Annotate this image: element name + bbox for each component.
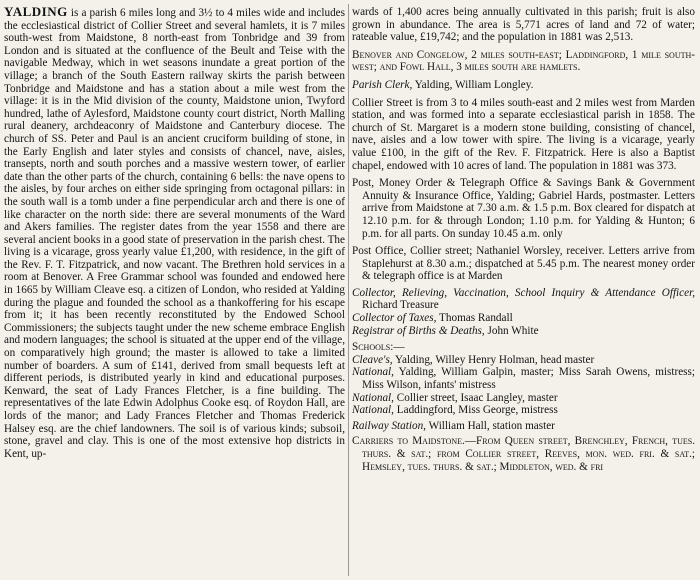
official-entry [352,287,695,312]
parish-clerk-text: Yalding, William Longley. [414,78,534,91]
railway-text: William Hall, station master [428,419,555,432]
school-name: National, [352,391,394,404]
parish-clerk [352,79,695,92]
railway-station [352,420,695,433]
hamlets-paragraph [352,49,695,74]
school-name: National, [352,366,394,379]
official-entry [352,325,695,338]
area-paragraph: wards of 1,400 acres being annually cultivated in this parish; fruit is also grown in abundance. The area is 5,771 acres of land and 72 of water; rateable value, £19,742; and the population in 1881 was 2,513. [352,6,695,44]
officials-list [352,287,695,337]
official-title: Collector, Relieving, Vaccination, School Inquiry & Attendance Officer, [352,286,695,299]
column-divider [348,4,349,576]
official-entry [352,312,695,325]
school-name: Cleave's, [352,353,393,366]
lead-word: YALDING [4,4,68,19]
official-title: Registrar of Births & Deaths, [352,324,485,337]
school-entry [352,392,695,405]
school-text: Yalding, Willey Henry Holman, head master [395,353,595,366]
post-office-collier: Post Office, Collier street; Nathaniel Worsley, receiver. Letters arrive from Staplehurst at 8.30 a.m.; dispatched at 5.45 p.m. The nearest money order & telegraph office is at Marden [352,245,695,283]
left-column [4,6,345,460]
school-name: National, [352,404,394,417]
schools-heading: Schools:— [352,341,405,354]
parish-clerk-label: Parish Clerk, [352,78,413,91]
school-text: Laddingford, Miss George, mistress [396,404,558,417]
railway-label: Railway Station, [352,419,426,432]
school-entry [352,354,695,367]
schools-section [352,341,695,417]
hamlets-text: Benover and Congelow, 2 miles south-east; Laddingford, 1 mile south-west; and Fowl Hall, 3 miles south are hamlets. [352,48,695,74]
official-name: Richard Treasure [362,299,439,312]
yalding-text: is a parish 6 miles long and 3½ to 4 miles wide and includes the ecclesiastical district of Collier Street and several hamlets, it is 7 miles south-west from Maidstone, 8 north-east from Tonbridge and 39 from London and is situated at the confluence of the Beult and Teise with the navigable Medway, which in wet seasons inundate a great portion of the village; a branch of the South Eastern railway skirts the parish between Tonbridge and Maidstone and has a station about a mile west from the village: it is in the Mid division of the county, Maidstone union, Twyford hundred, lathe of Aylesford, Maidstone county court district, North Malling rural deanery, archdeaconry of Maidstone and Canterbury diocese. The church of SS. Peter and Paul is an ancient cruciform building of stone, in the Early English and later styles and consists of chancel, nave, aisles, transepts, north and south porches and a massive western tower, of earlier date than the other parts of the church, containing 6 bells: the nave opens to the aisles, by four arches on either side springing from octagonal pillars: in the south wall is a tomb under a fine perpendicular arch and there is one of like character on the north side: there are several monuments of the Ward and Akers families. The register dates from the year 1558 and there are several ancient books in a good state of preservation in the parish chest. The living is a vicarage, gross yearly value £1,200, with residence, in the gift of the Rev. F. T. Fitzpatrick, and now vacant. The Brethren hold services in a room at Benover. A Free Grammar school was founded and endowed here in 1665 by William Cleave esq. a citizen of London, who resided at Yalding during the plague and founded the school as a thankoffering for his escape from it; it has been recently reconstituted by the Endowed School Commissioners; the subjects taught under the new scheme embrace English and modern languages; the school is situated at the upper end of the village, on comparatively high ground; the master is allowed to take a limited number of boarders. A sum of £141, derived from small bequests left at different periods, is distributed yearly in kind and educational purposes. Kenward, the seat of Lady Frances Fletcher, is a fine building. The representatives of the late Edwin Adolphus Cooke esq. of Roydon Hall, are lords of the manor; and Lady Frances Fletcher and Thomas Frederick Halsey esq. are the chief landowners. The soil is of various kinds; subsoil, stone, gravel and clay. This is one of the most extensive hop districts in Kent, up- [4,7,345,460]
post-office-yalding: Post, Money Order & Telegraph Office & Savings Bank & Government Annuity & Insurance Office, Yalding; Gabriel Hards, postmaster. Letters arrive from Maidstone at 7.30 a.m. & 1.5 p.m. Box cleared for dispatch at 12.10 p.m. for & through London; 1.10 p.m. for Yalding & Hunton; 6 p.m. for all parts. On sunday 10.45 a.m. only [352,177,695,240]
school-entry [352,404,695,417]
right-column [352,6,695,473]
school-text: Collier street, Isaac Langley, master [396,391,558,404]
carriers-paragraph: Carriers to Maidstone.—From Queen street, Brenchley, French, tues. thurs. & sat.; from Collier street, Reeves, mon. wed. fri. & sat.; Hemsley, tues. thurs. & sat.; Middleton, wed. & fri [352,435,695,473]
school-entry [352,366,695,391]
official-name: Thomas Randall [439,312,513,325]
yalding-description [4,6,345,460]
collier-street-paragraph: Collier Street is from 3 to 4 miles south-east and 2 miles west from Marden station, and was formed into a separate ecclesiastical parish in 1858. The church of St. Margaret is a modern stone building, consisting of chancel, nave, aisles and a low tower with spire. The living is a vicarage, yearly value £100, in the gift of the Rev. F. Fitzpatrick. Here is also a Baptist chapel, endowed with 10 acres of land. The population in 1881 was 373. [352,96,695,172]
official-title: Collector of Taxes, [352,312,437,325]
school-text: Yalding, William Galpin, master; Miss Sarah Owens, mistress; Miss Wilson, infants' mistress [362,366,695,392]
official-name: John White [487,324,539,337]
